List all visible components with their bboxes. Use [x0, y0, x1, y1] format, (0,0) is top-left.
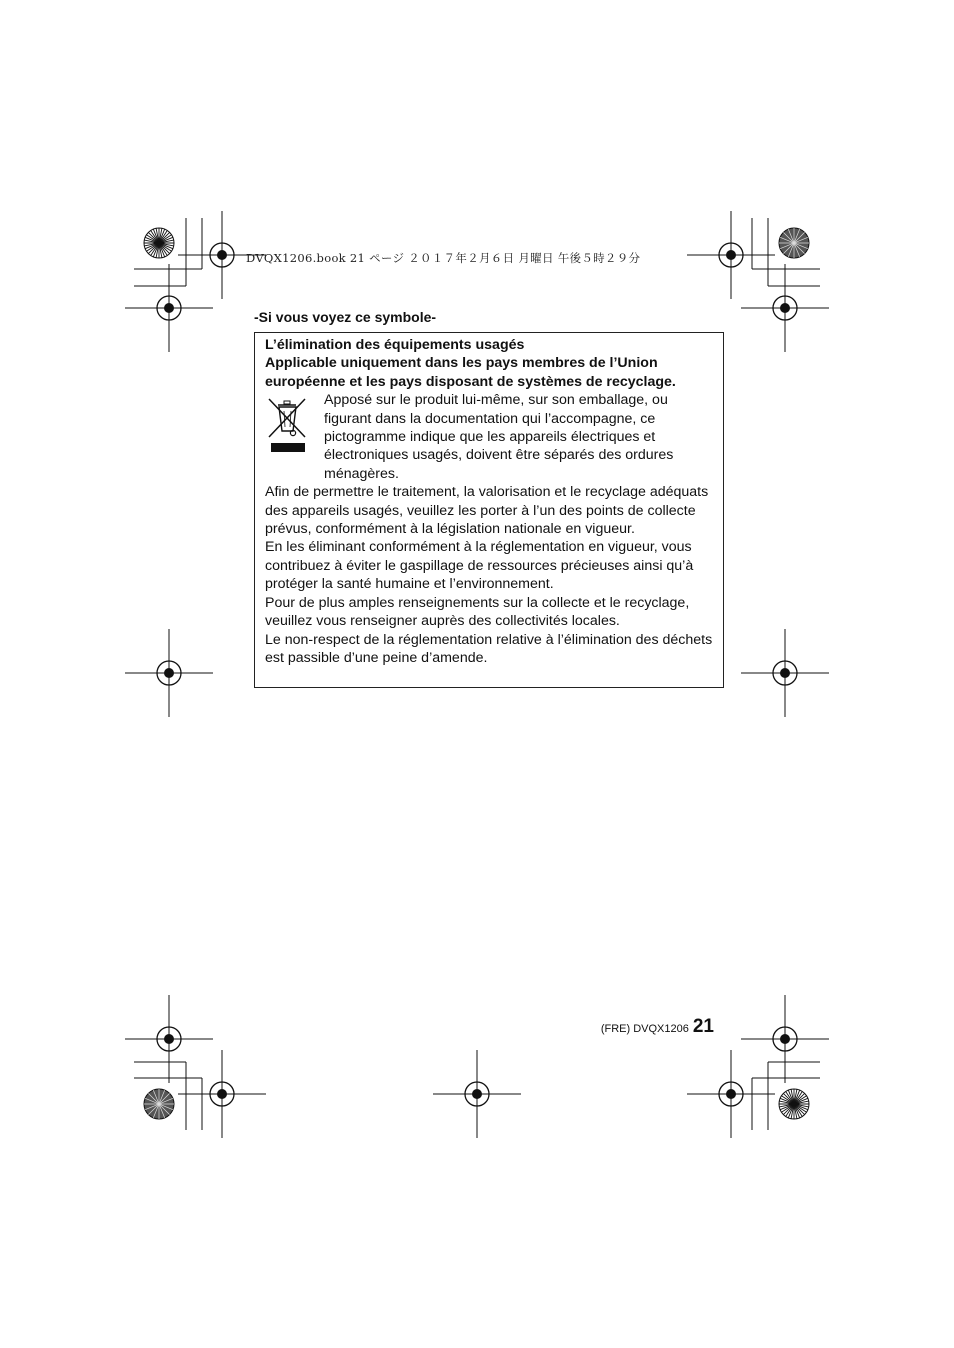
starburst-color-wheel-icon — [144, 1089, 174, 1119]
registration-crosshair-icon — [687, 1050, 775, 1138]
registration-crosshair-icon — [125, 995, 213, 1083]
registration-crosshair-icon — [741, 629, 829, 717]
notice-paragraph-4: Pour de plus amples renseignements sur la collecte et le recyclage, veuillez vous renseigner auprès des collectivités locales. — [265, 594, 690, 630]
registration-crosshair-icon — [125, 629, 213, 717]
starburst-color-wheel-icon — [144, 228, 174, 258]
section-title: -Si vous voyez ce symbole- — [254, 309, 437, 325]
registration-crosshair-icon — [433, 1050, 521, 1138]
notice-title: L’élimination des équipements usagés — [265, 337, 525, 353]
crossed-out-wheelie-bin-icon — [265, 393, 317, 467]
starburst-color-wheel-icon — [779, 1089, 809, 1119]
registration-crosshair-icon — [741, 264, 829, 352]
page-footer — [601, 1016, 714, 1038]
notice-paragraph-3: En les éliminant conformément à la réglementation en vigueur, vous contribuez à éviter le gaspillage de ressources précieuses ainsi qu’à protéger la santé humaine et l’environnement. — [265, 539, 694, 593]
document-code: (FRE) DVQX1206 — [600, 1023, 689, 1035]
registration-crosshair-icon — [178, 1050, 266, 1138]
starburst-color-wheel-icon — [779, 228, 809, 258]
weee-notice-box — [254, 332, 724, 688]
notice-paragraph-2: Afin de permettre le traitement, la valorisation et le recyclage adéquats des appareils usagés, veuillez les porter à l’un des points de collecte prévus, conformément à la législation nationale en vigueur. — [265, 484, 709, 538]
notice-paragraph-1: Apposé sur le produit lui-même, sur son emballage, ou figurant dans la documentation qui l’accompagne, ce pictogramme indique que les appareils électriques et électroniques usagés, doivent être séparés des ordures ménagères. — [324, 392, 674, 482]
page-number: 21 — [692, 1016, 714, 1037]
notice-body — [265, 391, 713, 667]
notice-paragraph-5: Le non-respect de la réglementation relative à l’élimination des déchets est passible d’une peine d’amende. — [265, 631, 713, 666]
registration-crosshair-icon — [125, 264, 213, 352]
registration-crosshair-icon — [741, 995, 829, 1083]
print-header: DVQX1206.book 21 ページ ２０１７年２月６日 月曜日 午後５時２９分 — [246, 251, 641, 265]
notice-subtitle: Applicable uniquement dans les pays membres de l’Union européenne et les pays disposant de systèmes de recyclage. — [265, 355, 676, 390]
